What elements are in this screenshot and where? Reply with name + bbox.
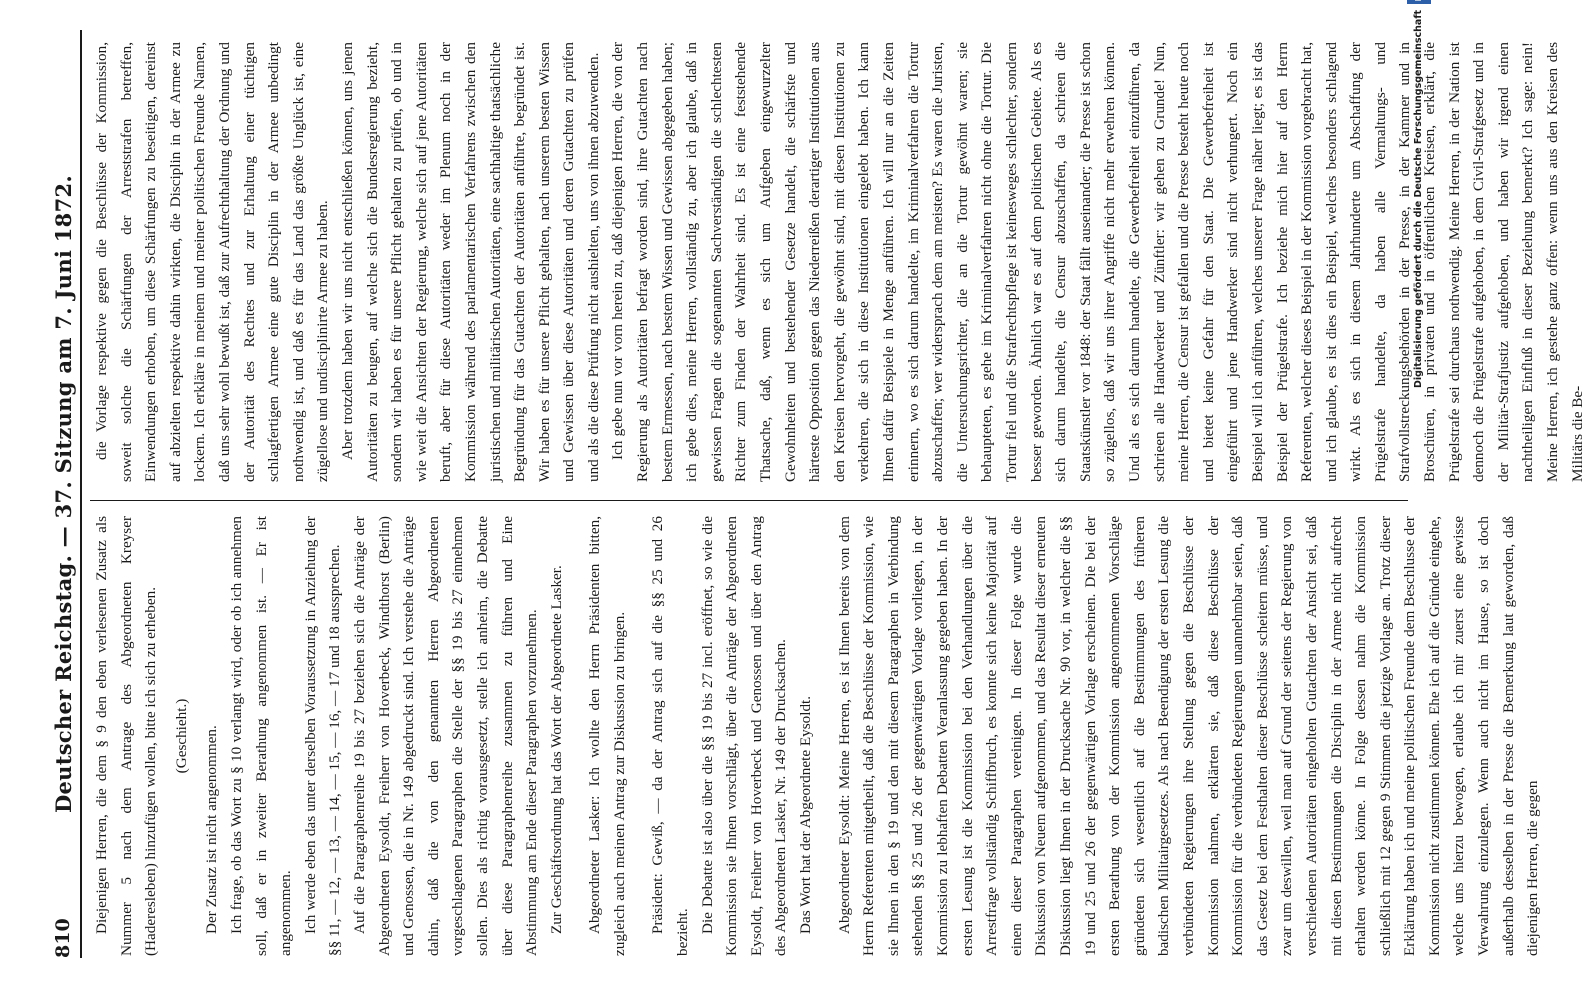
page-title: Deutscher Reichstag. — 37. Sitzung am 7. Juni 1872. — [51, 174, 76, 814]
dfg-logo — [1407, 0, 1431, 4]
speech-paragraph: Präsident: Gewiß, — da der Antrag sich auf die §§ 25 und 26 bezieht. — [649, 516, 692, 956]
page-header — [44, 30, 82, 958]
paragraph: Ich werde eben das unter derselben Voraussetzung in Anziehung der §§ 11, — 12, — 13, — 14, — 15, — 16, — 17 und 18 aussprechen. — [301, 516, 344, 956]
stage-direction: (Geschieht.) — [172, 698, 190, 774]
paragraph: Das Wort hat der Abgeordnete Eysoldt. — [797, 695, 815, 934]
paragraph: Der Zusatz ist nicht angenommen. — [203, 725, 221, 934]
paragraph: Auf die Paragraphenreihe 19 bis 27 beziehen sich die Anträge der Abgeordneten Eysoldt, Freiherr von Hoverbeck, Windthorst (Berlin) und Genossen, die in Nr. 149 abgedruckt sind. Ich verstehe die Anträge dahin, daß die von den genannten Herren Abgeordneten vorgeschlagenen Paragraphen die Stelle der §§ 19 bis 27 einnehmen sollen. Dies als richtig vorausgesetzt, stelle ich anheim, die Debatte über diese Paragraphenreihe zusammen zu führen und Eine Abstimmung am Ende dieser Paragraphen vorzunehmen. — [350, 516, 541, 956]
paragraph: Ich frage, ob das Wort zu § 10 verlangt wird, oder ob ich annehmen soll, daß er in zweiter Berathung angenommen ist. — Er ist angenommen. — [227, 516, 295, 956]
speech-paragraph: Abgeordneter Lasker: Ich wollte den Herrn Präsidenten bitten, zugleich auch meinen Antrag zur Diskussion zu bringen. — [586, 516, 628, 956]
paragraph: die Vorlage respektive gegen die Beschlüsse der Kommission, soweit solche die Schärfungen der Arreststrafen betreffen, Einwendungen erhoben, um diese Schärfungen zu beseitigen, dereinst auf abzielten respektive dahin wirkten, die Disciplin in der Armee zu lockern. Ich erkläre in meinem und meiner politischen Freunde Namen, daß uns sehr wohl bewußt ist, daß zur Aufrechthaltung der Ordnung und der Autorität des Rechtes und zur Erhaltung einer tüchtigen schlagfertigen Armee eine gute Disciplin in der Armee unbedingt nothwendig ist, und daß es für das Land das größte Unglück ist, eine zügellose und undisciplinirte Armee zu haben. — [93, 42, 332, 482]
column-divider — [90, 500, 1408, 501]
page-number: 810 — [52, 918, 74, 958]
paragraph: Die Debatte ist also über die §§ 19 bis 27 incl. eröffnet, so wie die Kommission sie Ihnen vorschlägt, über die Anträge der Abgeordneten Eysoldt, Freiherr von Hoverbeck und Genossen und über den Antrag des Abgeordneten Lasker, Nr. 149 der Drucksachen. — [698, 516, 790, 956]
left-column — [90, 516, 1542, 956]
paragraph: Zur Geschäftsordnung hat das Wort der Abgeordnete Lasker. — [547, 565, 565, 934]
paragraph: Diejenigen Herren, die dem § 9 den eben verlesenen Zusatz als Nummer 5 nach dem Antrage des Abgeordneten Kreyser (Haderesleben) hinzufügen wollen, bitte ich sich zu erheben. — [93, 516, 160, 956]
digitization-credit — [1407, 0, 1431, 440]
credit-text: Digitalisierung gefördert durch die Deutsche Forschungsgemeinschaft — [1413, 10, 1424, 388]
speech-paragraph: Abgeordneter Eysoldt: Meine Herren, es ist Ihnen bereits von dem Herrn Referenten mitgetheilt, daß die Beschlüsse der Kommission, wie sie Ihnen in den § 19 und den mit diesem Paragraphen in Verbindung stehenden §§ 25 und 26 der gegenwärtigen Vorlage vorliegen, in der Kommission zu lebhaften Debatten Veranlassung gegeben haben. In der ersten Lesung ist die Kommission bei den Verhandlungen über die Arrestfrage vollständig Schiffbruch, es konnte sich keine Majorität auf einen dieser Paragraphen vereinigen. In dieser Folge wurde die Diskussion von Neuem aufgenommen, und das Resultat dieser erneuten Diskussion liegt Ihnen in der Drucksache Nr. 90 vor, in welcher die §§ 19 und 25 und 26 der gegenwärtigen Vorlage erscheinen. Die bei der ersten Berathung von der Kommission angenommenen Vorschläge gründeten sich wesentlich auf die Bestimmungen des früheren badischen Militairgesetzes. Als nach Beendigung der ersten Lesung die verbündeten Regierungen ihre Stellung gegen die Beschlüsse der Kommission nahmen, erklärten sie, daß diese Beschlüsse der Kommission für die verbündeten Regierungen unannehmbar seien, daß das Gesetz bei dem Festhalten dieser Beschlüsse scheitern müsse, und zwar um deswillen, weil man auf Grund der seitens der Regierung von verschiedenen Autoritäten eingeholten Gutachten der Ansicht sei, daß mit diesen Bestimmungen die Disciplin in der Armee nicht aufrecht erhalten werden könne. In Folge dessen nahm die Kommission schließlich mit 12 gegen 9 Stimmen die jetzige Vorlage an. Trotz dieser Erklärung haben ich und meine politischen Freunde dem Beschlusse der Kommission nicht zustimmen können. Ehe ich auf die Gründe eingehe, welche uns hierzu bewogen, erlaube ich mir zuerst eine gewisse Verwahrung einzulegen. Wenn auch nicht im Hause, so ist doch außerhalb desselben in der Presse die Bemerkung laut geworden, daß diejenigen Herren, die gegen — [835, 516, 1542, 956]
paragraph: Aber trotzdem haben wir uns nicht entschließen können, uns jenen Autoritäten zu beugen, auf welche sich die Bundesregierung bezieht, sondern wir haben es für unsere Pflicht gehalten zu prüfen, ob und in wie weit die Ansichten der Regierung, welche sich auf jene Autoritäten beruft, aber für diese Autoritäten weder im Plenum noch in der Kommission während des parlamentarischen Verfahrens zwischen den juristischen und militärischen Autoritäten, eine sachhaltige thatsächliche Begründung für das Gutachten der Autoritäten anführte, begründet ist. Wir haben es für unsere Pflicht gehalten, nach unserem besten Wissen und Gewissen über diese Autoritäten und deren Gutachten zu prüfen und als die diese Prüfung nicht aushielten, uns von ihnen abzuwenden. — [338, 42, 602, 482]
paragraph: Ich gebe nun vor vorn herein zu, daß diejenigen Herren, die von der Regierung als Autoritäten befragt worden sind, ihre Gutachten nach bestem Ermessen, nach bestem Wissen und Gewissen abgegeben haben; ich gebe dies, meine Herren, vollständig zu, aber ich glaube, daß in gewissen Fragen die sogenannten Sachverständigen die schlechtesten Richter zum Finden der Wahrheit sind. Es ist eine feststehende Thatsache, daß, wenn es sich um Aufgeben eingewurzelter Gewohnheiten und bestehender Gesetze handelt, die schärfste und härteste Opposition gegen das Niederreißen derartiger Institutionen aus den Kreisen hervorgeht, die gewöhnt sind, mit diesen Institutionen zu verkehren, die sich in diese Institutionen eingelebt haben. Ich kann Ihnen dafür Beispiele in Menge anführen. Ich will nur an die Zeiten erinnern, wo es sich darum handelte, im Kriminalverfahren die Tortur abzuschaffen; wer widersprach dem am meisten? Es waren die Juristen, die Untersuchungsrichter, die an die Tortur gewöhnt waren; sie behaupteten, es gehe im Kriminalverfahren nicht ohne die Tortur. Die Tortur fiel und die Strafrechtspflege ist keinesweges schlechter, sondern besser geworden. Ähnlich war es auf dem politischen Gebiete. Als es sich darum handelte, die Censur abzuschaffen, da schrieen die Staatskünstler vor 1848: der Staat fällt auseinander; die Presse ist schon so zügellos, daß wir uns ihrer Angriffe nicht mehr erwehren können. Und als es sich darum handelte, die Gewerbefreiheit einzuführen, da schrieen alle Handwerker und Zünftler: wir gehen zu Grunde! Nun, meine Herren, die Censur ist gefallen und die Presse besteht heute noch und bietet keine Gefahr für den Staat. Die Gewerbefreiheit ist eingeführt und jene Handwerker sind nicht verhungert. Noch ein Beispiel will ich anführen, welches unserer Frage näher liegt; es ist das Beispiel der Prügelstrafe. Ich beziehe mich hier auf den Herrn Referenten, welcher dieses Beispiel in der Kommission vorgebracht hat, und ich glaube, es ist dies ein Beispiel, welches besonders schlagend wirkt. Als es sich in diesem Jahrhunderte um Abschaffung der Prügelstrafe handelte, da haben alle Vermaltungs- und Strafvollstreckungsbehörden in der Presse, in der Kammer und in Broschüren, in privaten und in öffentlichen Kreisen, erklärt, die Prügelstrafe sei durchaus nothwendig. Meine Herren, in der Nation ist dennoch die Prügelstrafe aufgehoben, in dem Civil-Strafgesetz und in der Militär-Strafjustiz aufgehoben, und haben wir irgend einen nachtheiligen Einfluß in dieser Beziehung bemerkt? Ich sage: nein! Meine Herren, ich gestehe ganz offen: wenn uns aus den Kreisen des Militärs die Be- — [609, 42, 1586, 482]
